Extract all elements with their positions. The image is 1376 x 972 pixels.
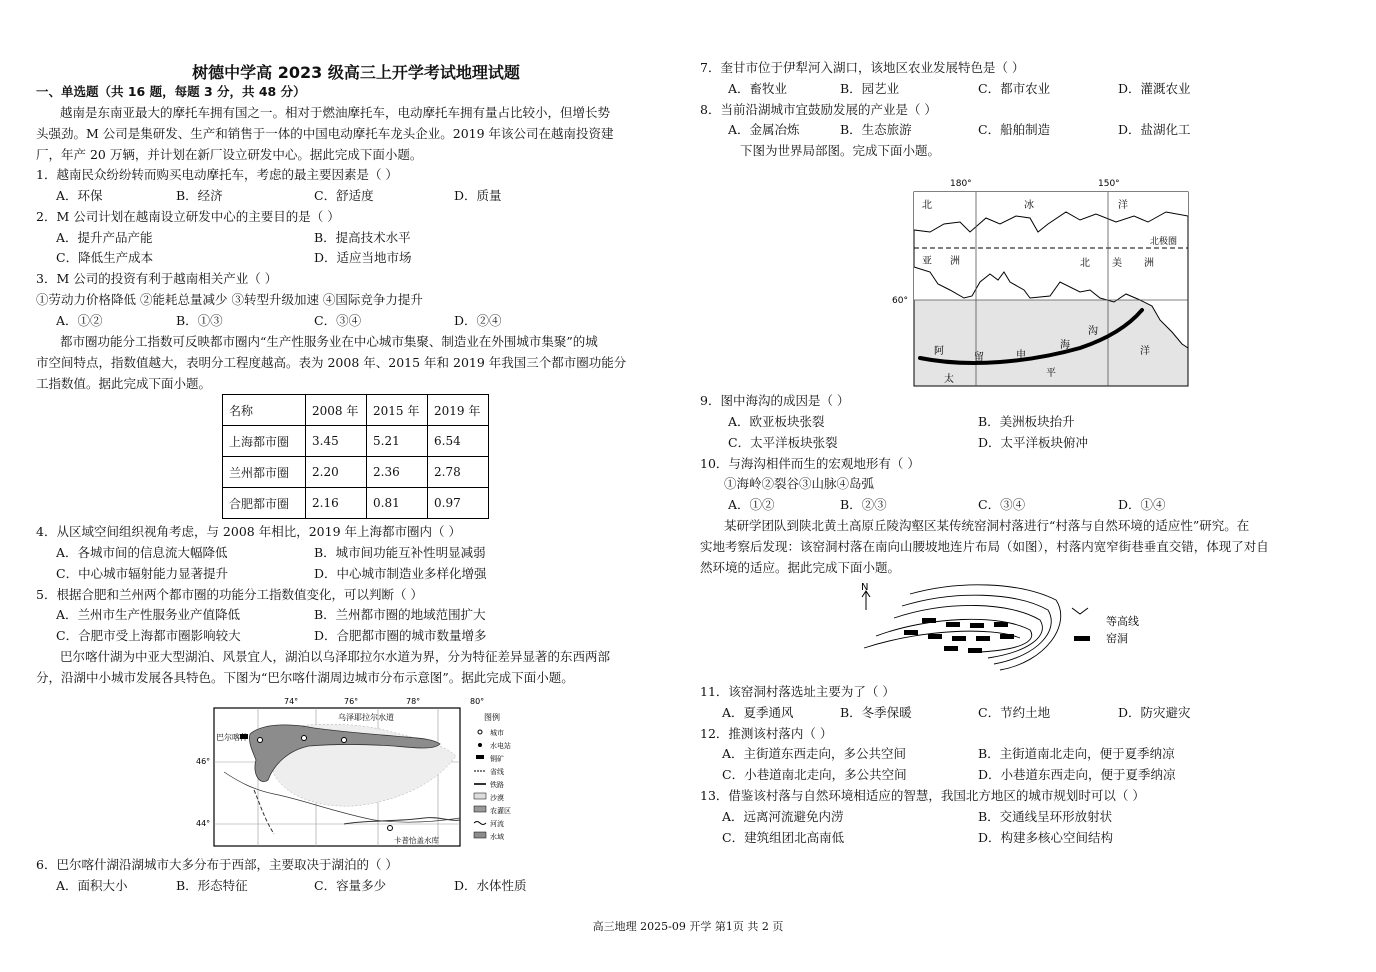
cave-icon	[968, 648, 982, 653]
exam-title: 树德中学高 2023 级高三上开学考试地理试题	[192, 63, 520, 82]
q11-option-c[interactable]: C．节约土地	[978, 705, 1051, 720]
q10-option-b[interactable]: B．②③	[840, 497, 887, 512]
q7-stem: 7．奎甘市位于伊犁河入湖口，该地区农业发展特色是（ ）	[700, 60, 1025, 75]
table-cell: 2.36	[367, 457, 428, 488]
arctic-label: 北	[922, 200, 932, 211]
q3-option-d[interactable]: D．②④	[454, 313, 502, 328]
cave-icon	[976, 636, 990, 641]
lat-label: 60°	[892, 296, 908, 306]
table-header-cell: 2019 年	[428, 395, 489, 426]
q5-option-b[interactable]: B．兰州都市圈的地域范围扩大	[314, 607, 486, 622]
q5-option-c[interactable]: C．合肥市受上海都市圈影响较大	[56, 628, 241, 643]
q1-stem: 1．越南民众纷纷转而购买电动摩托车，考虑的最主要因素是（ ）	[36, 167, 398, 182]
q1-option-a[interactable]: A．环保	[56, 188, 103, 203]
q13-option-a[interactable]: A．远离河流避免内涝	[722, 809, 844, 824]
lon-label: 150°	[1098, 179, 1120, 189]
passage1-line3: 厂，年产 20 万辆，并计划在新厂设立研发中心。据此完成下面小题。	[36, 147, 423, 162]
q11-option-b[interactable]: B．冬季保暖	[840, 705, 912, 720]
q10-stem: 10．与海沟相伴而生的宏观地形有（ ）	[700, 456, 920, 471]
legend-hydropower-icon	[478, 743, 482, 747]
q3-option-b[interactable]: B．①③	[176, 313, 223, 328]
q3-option-a[interactable]: A．①②	[56, 313, 103, 328]
cave-icon	[970, 623, 984, 628]
legend-item: 沙漠	[490, 794, 504, 802]
page-footer: 高三地理 2025-09 开学 第1页 共 2 页	[592, 920, 784, 933]
namerica-label: 洲	[1144, 258, 1154, 269]
section-heading: 一、单选题（共 16 题，每题 3 分，共 48 分）	[36, 84, 306, 99]
namerica-label: 北	[1080, 258, 1090, 269]
q9-option-a[interactable]: A．欧亚板块张裂	[728, 414, 825, 429]
contour-line	[910, 585, 1061, 670]
table-cell: 合肥都市圈	[223, 488, 306, 519]
pacific-label: 太	[944, 374, 954, 385]
cave-village-diagram	[850, 578, 1160, 680]
q6-option-b[interactable]: B．形态特征	[176, 878, 248, 893]
table-row	[223, 426, 489, 457]
q5-option-a[interactable]: A．兰州市生产性服务业产值降低	[56, 607, 241, 622]
q13-option-d[interactable]: D．构建多核心空间结构	[978, 830, 1114, 845]
city-icon	[302, 736, 307, 741]
trench-label: 申	[1016, 350, 1026, 361]
table-cell: 2.20	[306, 457, 367, 488]
arctic-label: 冰	[1024, 200, 1034, 211]
cave-icon	[904, 630, 918, 635]
contour-line	[864, 631, 1020, 648]
reservoir-label: 卡普恰盖水库	[394, 836, 439, 845]
cave-icon	[944, 646, 958, 651]
contour-legend-icon	[1072, 608, 1088, 614]
legend-item: 铜矿	[490, 755, 504, 763]
passage4-line3: 然环境的适应。据此完成下面小题。	[700, 560, 901, 575]
q2-option-a[interactable]: A．提升产品产能	[56, 230, 153, 245]
q6-stem: 6．巴尔喀什湖沿湖城市大多分布于西部，主要取决于湖泊的（ ）	[36, 857, 398, 872]
passage2-line3: 工指数值。据此完成下面小题。	[36, 376, 212, 391]
q10-option-a[interactable]: A．①②	[728, 497, 775, 512]
q2-option-b[interactable]: B．提高技术水平	[314, 230, 411, 245]
cave-icon	[952, 636, 966, 641]
lon-label: 76°	[344, 697, 359, 706]
legend-item: 农灌区	[490, 807, 511, 815]
q3-stem: 3．M 公司的投资有利于越南相关产业（ ）	[36, 271, 278, 286]
function-index-table	[222, 394, 489, 519]
passage4-line1: 某研学团队到陕北黄土高原丘陵沟壑区某传统窑洞村落进行“村落与自然环境的适应性”研究。在	[724, 518, 1250, 533]
q12-option-b[interactable]: B．主街道南北走向，便于夏季纳凉	[978, 746, 1175, 761]
cave-icon	[922, 618, 936, 623]
q2-option-d[interactable]: D．适应当地市场	[314, 250, 412, 265]
table-row	[223, 488, 489, 519]
cave-icon	[946, 622, 960, 627]
passage2-line1: 都市圈功能分工指数可反映都市圈内“生产性服务业在中心城市集聚、制造业在外围城市集聚”的城	[60, 334, 598, 349]
lat-label: 46°	[196, 757, 211, 766]
pacific-label: 平	[1046, 368, 1056, 379]
table-header-cell: 名称	[223, 395, 306, 426]
lon-label: 78°	[406, 697, 421, 706]
legend-title: 图例	[484, 713, 500, 722]
legend-item: 水域	[490, 833, 504, 841]
q4-option-a[interactable]: A．各城市间的信息流大幅降低	[56, 545, 228, 560]
q12-option-c[interactable]: C．小巷道南北走向，多公共空间	[722, 767, 907, 782]
trench-label: 沟	[1088, 326, 1098, 337]
legend-river-icon	[474, 822, 486, 825]
q11-option-d[interactable]: D．防灾避灾	[1118, 705, 1191, 720]
contour-legend-label: 等高线	[1106, 615, 1139, 628]
q5-option-d[interactable]: D．合肥都市圈的城市数量增多	[314, 628, 487, 643]
lon-label: 80°	[470, 697, 485, 706]
arctic-circle-label: 北极圈	[1150, 237, 1178, 247]
table-header-cell: 2008 年	[306, 395, 367, 426]
passage3-line1: 巴尔喀什湖为中亚大型湖泊、风景宜人，湖泊以乌泽耶拉尔水道为界，分为特征差异显著的东西两部	[60, 649, 611, 664]
legend-item: 城市	[490, 729, 504, 737]
q9-stem: 9．图中海沟的成因是（ ）	[700, 393, 850, 408]
passage1-line2: 头强劲。M 公司是集研发、生产和销售于一体的中国电动摩托车龙头企业。2019 年该公司在越南投资建	[36, 126, 614, 141]
channel-label: 乌泽耶拉尔水道	[338, 713, 394, 722]
legend-copper-icon	[476, 755, 484, 759]
cave-icon	[994, 622, 1008, 627]
q13-option-c[interactable]: C．建筑组团北高南低	[722, 830, 845, 845]
table-cell: 0.81	[367, 488, 428, 519]
q7-option-c[interactable]: C．都市农业	[978, 81, 1051, 96]
q5-stem: 5．根据合肥和兰州两个都市圈的功能分工指数值变化，可以判断（ ）	[36, 587, 423, 602]
balkhash-map	[194, 694, 548, 850]
q4-option-c[interactable]: C．中心城市辐射能力显著提升	[56, 566, 229, 581]
passage3-line2: 分，沿湖中小城市发展各具特色。下图为“巴尔喀什湖周边城市分布示意图”。据此完成下面小题。	[36, 670, 574, 685]
legend-item: 省线	[490, 768, 504, 776]
cave-legend-icon	[1074, 636, 1090, 641]
q9-option-d[interactable]: D．太平洋板块俯冲	[978, 435, 1089, 450]
q4-option-d[interactable]: D．中心城市制造业多样化增强	[314, 566, 487, 581]
table-header-cell: 2015 年	[367, 395, 428, 426]
cave-icon	[1000, 634, 1014, 639]
legend-item: 水电站	[490, 742, 511, 750]
q10-option-d[interactable]: D．①④	[1118, 497, 1166, 512]
q9-option-b[interactable]: B．美洲板块抬升	[978, 414, 1075, 429]
lat-label: 44°	[196, 819, 211, 828]
table-cell: 2.16	[306, 488, 367, 519]
q12-stem: 12．推测该村落内（ ）	[700, 726, 833, 741]
table-cell: 3.45	[306, 426, 367, 457]
legend-item: 河流	[490, 820, 504, 828]
q8-option-c[interactable]: C．船舶制造	[978, 122, 1051, 137]
q8-option-d[interactable]: D．盐湖化工	[1118, 122, 1191, 137]
table-cell: 2.78	[428, 457, 489, 488]
city-icon	[388, 826, 393, 831]
lon-label: 180°	[950, 179, 972, 189]
arctic-label: 洋	[1118, 200, 1128, 211]
table-header-row	[223, 395, 489, 426]
cave-legend-label: 窑洞	[1106, 632, 1128, 645]
map2-intro: 下图为世界局部图。完成下面小题。	[740, 143, 941, 158]
q10-option-c[interactable]: C．③④	[978, 497, 1026, 512]
city-icon	[258, 738, 263, 743]
q7-option-a[interactable]: A．畜牧业	[728, 81, 788, 96]
namerica-label: 美	[1112, 258, 1122, 269]
q10-items: ①海岭②裂谷③山脉④岛弧	[724, 476, 875, 491]
trench-label: 阿	[934, 346, 944, 357]
q4-stem: 4．从区域空间组织视角考虑，与 2008 年相比，2019 年上海都市圈内（ ）	[36, 524, 461, 539]
q4-option-b[interactable]: B．城市间功能互补性明显减弱	[314, 545, 486, 560]
q6-option-a[interactable]: A．面积大小	[56, 878, 128, 893]
q2-option-c[interactable]: C．降低生产成本	[56, 250, 154, 265]
legend-city-icon	[478, 730, 482, 734]
city-icon	[342, 738, 347, 743]
q6-option-d[interactable]: D．水体性质	[454, 878, 527, 893]
north-label: N	[861, 582, 869, 593]
table-cell: 5.21	[367, 426, 428, 457]
pacific-label: 洋	[1140, 346, 1150, 357]
legend-farm-icon	[474, 806, 486, 812]
q3-option-c[interactable]: C．③④	[314, 313, 362, 328]
cave-icon	[928, 634, 942, 639]
q11-stem: 11．该窑洞村落选址主要为了（ ）	[700, 684, 895, 699]
q8-option-a[interactable]: A．金属冶炼	[728, 122, 800, 137]
q7-option-b[interactable]: B．园艺业	[840, 81, 900, 96]
passage1-line1: 越南是东南亚最大的摩托车拥有国之一。相对于燃油摩托车，电动摩托车拥有量占比较小，但增长势	[60, 105, 611, 120]
legend-water-icon	[474, 832, 486, 838]
asia-label: 洲	[950, 256, 960, 267]
q6-option-c[interactable]: C．容量多少	[314, 878, 387, 893]
aleutian-map	[890, 172, 1200, 390]
table-cell: 兰州都市圈	[223, 457, 306, 488]
q13-option-b[interactable]: B．交通线呈环形放射状	[978, 809, 1113, 824]
q13-stem: 13．借鉴该村落与自然环境相适应的智慧，我国北方地区的城市规划时可以（ ）	[700, 788, 1145, 803]
q1-option-b[interactable]: B．经济	[176, 188, 223, 203]
legend-desert-icon	[474, 793, 486, 799]
q8-option-b[interactable]: B．生态旅游	[840, 122, 912, 137]
q1-option-d[interactable]: D．质量	[454, 188, 502, 203]
passage4-line2: 实地考察后发现：该窑洞村落在南向山腰坡地连片布局（如图），村落内宽窄街巷垂直交错，体现了对自	[700, 539, 1269, 554]
q3-items: ①劳动力价格降低 ②能耗总量减少 ③转型升级加速 ④国际竞争力提升	[36, 292, 423, 307]
q12-option-a[interactable]: A．主街道东西走向，多公共空间	[722, 746, 907, 761]
q9-option-c[interactable]: C．太平洋板块张裂	[728, 435, 838, 450]
trench-label: 留	[974, 352, 984, 363]
legend-item: 铁路	[490, 781, 504, 789]
q12-option-d[interactable]: D．小巷道东西走向，便于夏季纳凉	[978, 767, 1176, 782]
q11-option-a[interactable]: A．夏季通风	[722, 705, 794, 720]
q7-option-d[interactable]: D．灌溉农业	[1118, 81, 1191, 96]
q8-stem: 8．当前沿湖城市宜鼓励发展的产业是（ ）	[700, 102, 937, 117]
q1-option-c[interactable]: C．舒适度	[314, 188, 374, 203]
asia-label: 亚	[922, 256, 932, 267]
table-cell: 6.54	[428, 426, 489, 457]
city-label: 巴尔喀什	[216, 733, 248, 742]
table-cell: 0.97	[428, 488, 489, 519]
lon-label: 74°	[284, 697, 299, 706]
table-cell: 上海都市圈	[223, 426, 306, 457]
table-row	[223, 457, 489, 488]
trench-label: 海	[1060, 340, 1070, 351]
q2-stem: 2．M 公司计划在越南设立研发中心的主要目的是（ ）	[36, 209, 340, 224]
passage2-line2: 市空间特点，指数值越大，表明分工程度越高。表为 2008 年、2015 年和 2019 年我国三个都市圈功能分	[36, 355, 627, 370]
